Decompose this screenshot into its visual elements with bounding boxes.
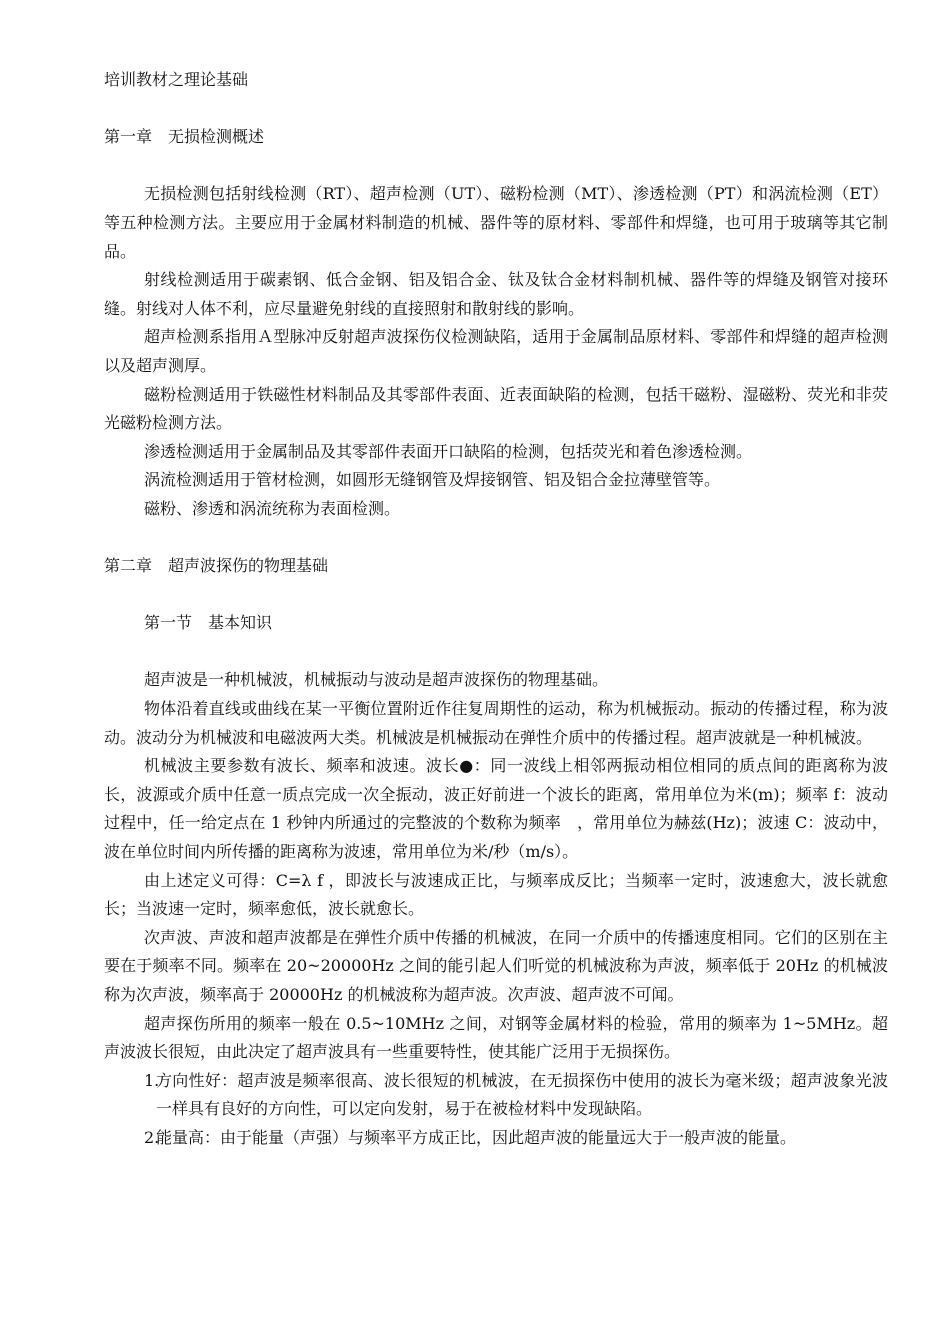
list-item-text: 能量高：由于能量（声强）与频率平方成正比，因此超声波的能量远大于一般声波的能量。 <box>156 1127 797 1147</box>
paragraph: 超声波是一种机械波，机械振动与波动是超声波探伤的物理基础。 <box>144 670 609 690</box>
chapter-1-heading: 第一章 无损检测概述 <box>104 127 265 147</box>
spacer <box>104 152 888 181</box>
paragraph: 渗透检测适用于金属制品及其零部件表面开口缺陷的检测，包括荧光和着色渗透检测。 <box>144 441 753 461</box>
paragraph: 超声检测系指用Ａ型脉冲反射超声波探伤仪检测缺陷，适用于金属制品原材料、零部件和焊缝的超声检测以及超声测厚。 <box>104 327 888 375</box>
paragraph: 物体沿着直线或曲线在某一平衡位置附近作往复周期性的运动，称为机械振动。振动的传播过程，称为波动。波动分为机械波和电磁波两大类。机械波是机械振动在弹性介质中的传播过程。超声波就是一种机械波。 <box>104 699 888 747</box>
paragraph: 由上述定义可得：C=λ f ，即波长与波速成正比，与频率成反比；当频率一定时，波速愈大，波长就愈长；当波速一定时，频率愈低，波长就愈长。 <box>104 870 888 919</box>
document-page <box>104 66 888 1153</box>
list-item-text: 方向性好：超声波是频率很高、波长很短的机械波，在无损探伤中使用的波长为毫米级；超声波象光波一样具有良好的方向性，可以定向发射，易于在被检材料中发现缺陷。 <box>156 1070 888 1119</box>
section-heading: 第一节 基本知识 <box>144 613 273 633</box>
list-item <box>104 1067 888 1124</box>
chapter-2-heading: 第二章 超声波探伤的物理基础 <box>104 556 329 576</box>
spacer <box>104 581 888 610</box>
spacer <box>104 638 888 667</box>
list-number: 1. <box>144 1070 160 1090</box>
paragraph: 射线检测适用于碳素钢、低合金钢、铝及铝合金、钛及钛合金材料制机械、器件等的焊缝及钢管对接环缝。射线对人体不利，应尽量避免射线的直接照射和散射线的影响。 <box>104 270 888 318</box>
paragraph: 涡流检测适用于管材检测，如圆形无缝钢管及焊接钢管、铝及铝合金拉薄壁管等。 <box>144 470 721 490</box>
spacer <box>104 524 888 553</box>
paragraph: 次声波、声波和超声波都是在弹性介质中传播的机械波，在同一介质中的传播速度相同。它们的区别在主要在于频率不同。频率在 20~20000Hz 之间的能引起人们听觉的机械波称为声波，频率低于 20Hz 的机械波称为次声波，频率高于 20000Hz 的机械波称为超声波。次声波、超声波不可闻。 <box>104 927 888 1004</box>
paragraph: 无损检测包括射线检测（RT）、超声检测（UT）、磁粉检测（MT）、渗透检测（PT）和涡流检测（ET）等五种检测方法。主要应用于金属材料制造的机械、器件等的原材料、零部件和焊缝，也可用于玻璃等其它制品。 <box>104 184 888 261</box>
paragraph: 磁粉检测适用于铁磁性材料制品及其零部件表面、近表面缺陷的检测，包括干磁粉、湿磁粉、荧光和非荧光磁粉检测方法。 <box>104 384 888 433</box>
list-number: 2. <box>144 1127 160 1147</box>
spacer <box>104 95 888 124</box>
list-item <box>104 1124 888 1153</box>
paragraph: 超声探伤所用的频率一般在 0.5~10MHz 之间，对钢等金属材料的检验，常用的频率为 1~5MHz。超声波波长很短，由此决定了超声波具有一些重要特性，使其能广泛用于无损探伤。 <box>104 1013 888 1062</box>
paragraph: 机械波主要参数有波长、频率和波速。波长●：同一波线上相邻两振动相位相同的质点间的距离称为波长，波源或介质中任意一质点完成一次全振动，波正好前进一个波长的距离，常用单位为米(m)；频率 f：波动过程中，任一给定点在 1 秒钟内所通过的完整波的个数称为频率 ，常用单位为赫兹(Hz)；波速 C：波动中，波在单位时间内所传播的距离称为波速，常用单位为米/秒（m/s）。 <box>104 756 888 862</box>
paragraph: 磁粉、渗透和涡流统称为表面检测。 <box>144 498 401 518</box>
document-title: 培训教材之理论基础 <box>104 70 249 89</box>
